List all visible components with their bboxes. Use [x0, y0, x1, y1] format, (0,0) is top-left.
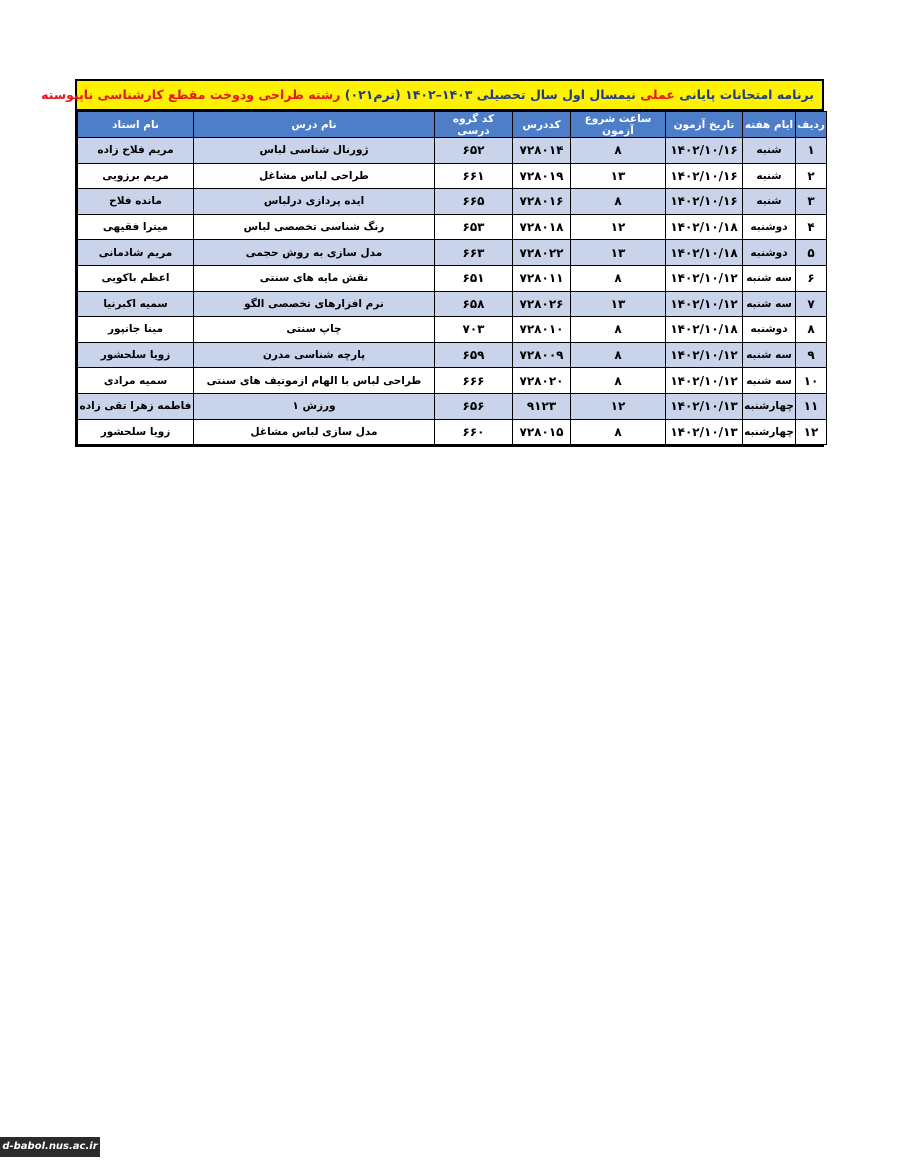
- cell-teacher: مریم برزویی: [78, 163, 194, 189]
- cell-day: دوشنبه: [743, 317, 796, 343]
- title-part-3: نیمسال اول سال تحصیلی ۱۴۰۳–۱۴۰۲ (ترم۰۲۱): [340, 87, 641, 102]
- cell-row-no: ۱۲: [796, 419, 827, 445]
- cell-row-no: ۹: [796, 342, 827, 368]
- cell-day: چهارشنبه: [743, 419, 796, 445]
- cell-row-no: ۱۱: [796, 393, 827, 419]
- table-row: [78, 214, 827, 240]
- cell-row-no: ۳: [796, 189, 827, 215]
- cell-row-no: ۷: [796, 291, 827, 317]
- col-header-day: ایام هفته: [743, 112, 796, 138]
- cell-teacher: سمیه اکبرنیا: [78, 291, 194, 317]
- cell-course: نقش مایه های سنتی: [194, 265, 435, 291]
- cell-time: ۱۳: [571, 163, 666, 189]
- cell-group: ۶۶۳: [435, 240, 513, 266]
- cell-group: ۷۰۳: [435, 317, 513, 343]
- cell-group: ۶۵۹: [435, 342, 513, 368]
- table-row: [78, 291, 827, 317]
- table-row: [78, 138, 827, 164]
- exam-schedule-sheet: [41, 79, 825, 447]
- cell-date: ۱۴۰۲/۱۰/۱۲: [666, 291, 743, 317]
- col-header-row-no: ردیف: [796, 112, 827, 138]
- col-header-group-code: کد گروه درسی: [435, 112, 513, 138]
- cell-code: ۷۲۸۰۲۲: [513, 240, 571, 266]
- cell-group: ۶۵۲: [435, 138, 513, 164]
- cell-course: ژورنال شناسی لباس: [194, 138, 435, 164]
- col-header-date: تاریخ آزمون: [666, 112, 743, 138]
- cell-course: ورزش ۱: [194, 393, 435, 419]
- cell-code: ۷۲۸۰۱۱: [513, 265, 571, 291]
- table-header-row: [78, 112, 827, 138]
- cell-day: سه شنبه: [743, 368, 796, 394]
- cell-course: نرم افزارهای تخصصی الگو: [194, 291, 435, 317]
- cell-day: سه شنبه: [743, 265, 796, 291]
- cell-teacher: میترا فقیهی: [78, 214, 194, 240]
- cell-date: ۱۴۰۲/۱۰/۱۳: [666, 393, 743, 419]
- site-url-tag[interactable]: d-babol.nus.ac.ir: [0, 1137, 100, 1157]
- cell-group: ۶۵۸: [435, 291, 513, 317]
- cell-group: ۶۵۱: [435, 265, 513, 291]
- cell-group: ۶۶۰: [435, 419, 513, 445]
- table-row: [78, 189, 827, 215]
- table-row: [78, 163, 827, 189]
- page-title: [41, 81, 822, 111]
- col-header-course-name: نام درس: [194, 112, 435, 138]
- cell-time: ۸: [571, 265, 666, 291]
- cell-date: ۱۴۰۲/۱۰/۱۶: [666, 163, 743, 189]
- table-row: [78, 419, 827, 445]
- cell-time: ۸: [571, 138, 666, 164]
- cell-date: ۱۴۰۲/۱۰/۱۸: [666, 240, 743, 266]
- cell-row-no: ۱: [796, 138, 827, 164]
- title-part-1: برنامه امتحانات پایانی: [674, 87, 814, 102]
- cell-teacher: زویا سلحشور: [78, 342, 194, 368]
- cell-day: دوشنبه: [743, 240, 796, 266]
- cell-code: ۷۲۸۰۱۵: [513, 419, 571, 445]
- cell-day: دوشنبه: [743, 214, 796, 240]
- cell-date: ۱۴۰۲/۱۰/۱۸: [666, 317, 743, 343]
- cell-time: ۱۲: [571, 393, 666, 419]
- cell-course: ایده پردازی درلباس: [194, 189, 435, 215]
- cell-row-no: ۲: [796, 163, 827, 189]
- cell-teacher: مینا جانپور: [78, 317, 194, 343]
- cell-course: طراحی لباس با الهام ازموتیف های سنتی: [194, 368, 435, 394]
- cell-row-no: ۸: [796, 317, 827, 343]
- cell-group: ۶۶۱: [435, 163, 513, 189]
- cell-time: ۱۳: [571, 291, 666, 317]
- cell-course: طراحی لباس مشاغل: [194, 163, 435, 189]
- cell-code: ۷۲۸۰۲۶: [513, 291, 571, 317]
- cell-code: ۷۲۸۰۲۰: [513, 368, 571, 394]
- cell-date: ۱۴۰۲/۱۰/۱۲: [666, 265, 743, 291]
- table-row: [78, 368, 827, 394]
- title-part-4: رشته طراحی ودوخت مقطع کارشناسی ناپیوسته: [41, 87, 341, 102]
- cell-date: ۱۴۰۲/۱۰/۱۶: [666, 138, 743, 164]
- cell-date: ۱۴۰۲/۱۰/۱۲: [666, 342, 743, 368]
- cell-teacher: زویا سلحشور: [78, 419, 194, 445]
- title-part-2: عملی: [640, 87, 675, 102]
- cell-time: ۸: [571, 189, 666, 215]
- cell-course: مدل سازی به روش حجمی: [194, 240, 435, 266]
- cell-group: ۶۵۶: [435, 393, 513, 419]
- cell-day: شنبه: [743, 189, 796, 215]
- cell-group: ۶۵۳: [435, 214, 513, 240]
- table-row: [78, 265, 827, 291]
- col-header-start-time: ساعت شروع آزمون: [571, 112, 666, 138]
- cell-teacher: مریم فلاح زاده: [78, 138, 194, 164]
- cell-course: رنگ شناسی تخصصی لباس: [194, 214, 435, 240]
- cell-teacher: مریم شادمانی: [78, 240, 194, 266]
- table-row: [78, 317, 827, 343]
- cell-course: پارچه شناسی مدرن: [194, 342, 435, 368]
- cell-time: ۱۳: [571, 240, 666, 266]
- cell-date: ۱۴۰۲/۱۰/۱۶: [666, 189, 743, 215]
- cell-row-no: ۱۰: [796, 368, 827, 394]
- cell-code: ۹۱۲۳: [513, 393, 571, 419]
- cell-day: شنبه: [743, 163, 796, 189]
- exam-table: [77, 111, 827, 445]
- cell-code: ۷۲۸۰۱۹: [513, 163, 571, 189]
- cell-group: ۶۶۵: [435, 189, 513, 215]
- cell-teacher: سمیه مرادی: [78, 368, 194, 394]
- cell-teacher: مانده فلاح: [78, 189, 194, 215]
- cell-teacher: اعظم باکویی: [78, 265, 194, 291]
- table-row: [78, 393, 827, 419]
- table-row: [78, 342, 827, 368]
- cell-date: ۱۴۰۲/۱۰/۱۲: [666, 368, 743, 394]
- cell-date: ۱۴۰۲/۱۰/۱۳: [666, 419, 743, 445]
- cell-time: ۸: [571, 368, 666, 394]
- cell-course: مدل سازی لباس مشاغل: [194, 419, 435, 445]
- cell-code: ۷۲۸۰۱۴: [513, 138, 571, 164]
- cell-code: ۷۲۸۰۱۰: [513, 317, 571, 343]
- cell-day: شنبه: [743, 138, 796, 164]
- cell-time: ۱۲: [571, 214, 666, 240]
- cell-day: چهارشنبه: [743, 393, 796, 419]
- cell-group: ۶۶۶: [435, 368, 513, 394]
- cell-time: ۸: [571, 419, 666, 445]
- cell-teacher: فاطمه زهرا تقی زاده: [78, 393, 194, 419]
- cell-row-no: ۴: [796, 214, 827, 240]
- cell-code: ۷۲۸۰۰۹: [513, 342, 571, 368]
- cell-time: ۸: [571, 317, 666, 343]
- cell-code: ۷۲۸۰۱۸: [513, 214, 571, 240]
- cell-row-no: ۶: [796, 265, 827, 291]
- cell-course: چاپ سنتی: [194, 317, 435, 343]
- cell-day: سه شنبه: [743, 342, 796, 368]
- cell-date: ۱۴۰۲/۱۰/۱۸: [666, 214, 743, 240]
- table-row: [78, 240, 827, 266]
- cell-code: ۷۲۸۰۱۶: [513, 189, 571, 215]
- col-header-course-code: کددرس: [513, 112, 571, 138]
- cell-time: ۸: [571, 342, 666, 368]
- cell-day: سه شنبه: [743, 291, 796, 317]
- col-header-teacher: نام استاد: [78, 112, 194, 138]
- cell-row-no: ۵: [796, 240, 827, 266]
